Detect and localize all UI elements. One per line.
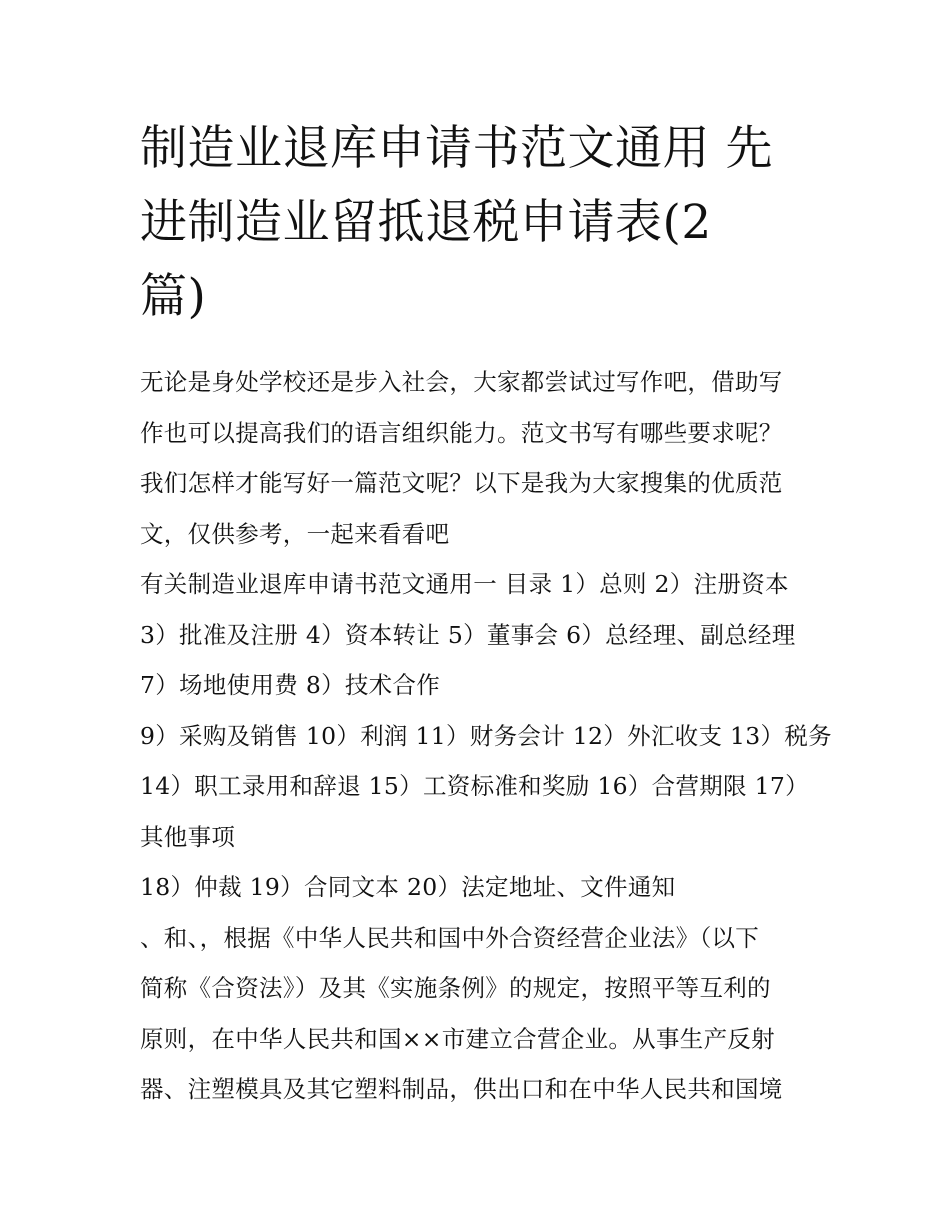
toc-line: 3）批准及注册 4）资本转让 5）董事会 6）总经理、副总经理: [140, 620, 796, 649]
title-line: 制造业退库申请书范文通用 先: [140, 121, 773, 176]
body-text-line: 、和、，根据《中华人民共和国中外合资经营企业法》（以下: [140, 923, 760, 952]
toc-line: 14）职工录用和辞退 15）工资标准和奖励 16）合营期限 17）: [140, 772, 809, 800]
toc-line: 18）仲裁 19）合同文本 20）法定地址、文件通知: [140, 873, 676, 901]
body-text-line: 器、注塑模具及其它塑料制品，供出口和在中华人民共和国境: [140, 1075, 783, 1103]
toc-line: 7）场地使用费 8）技术合作: [140, 671, 441, 699]
intro-line: 无论是身处学校还是步入社会，大家都尝试过写作吧，借助写: [140, 368, 783, 396]
body-text-line: 原则，在中华人民共和国××市建立合营企业。从事生产反射: [140, 1024, 775, 1053]
intro-line: 文，仅供参考，一起来看看吧: [140, 519, 450, 548]
document-title: [140, 112, 820, 334]
title-line: 篇): [140, 269, 207, 324]
title-line: 进制造业留抵退税申请表(2: [140, 195, 712, 250]
toc-line: 有关制造业退库申请书范文通用一 目录 1）总则 2）注册资本: [140, 570, 789, 598]
toc-line: 其他事项: [140, 822, 236, 851]
intro-line: 我们怎样才能写好一篇范文呢？以下是我为大家搜集的优质范: [140, 469, 783, 497]
body-text-line: 简称《合资法》）及其《实施条例》的规定，按照平等互利的: [140, 974, 771, 1002]
document-body: [140, 357, 832, 1115]
intro-line: 作也可以提高我们的语言组织能力。范文书写有哪些要求呢？: [140, 418, 783, 447]
toc-line: 9）采购及销售 10）利润 11）财务会计 12）外汇收支 13）税务: [140, 721, 832, 750]
